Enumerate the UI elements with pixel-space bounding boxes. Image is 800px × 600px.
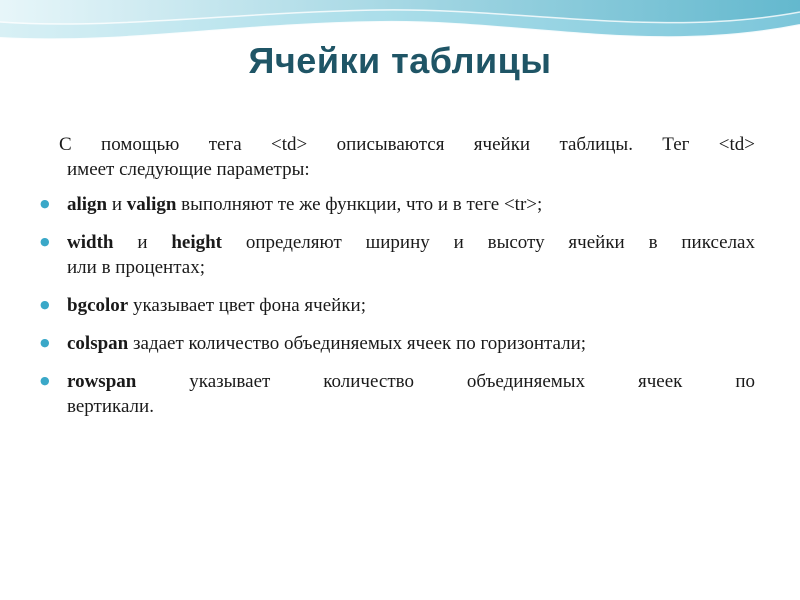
term-height: height <box>171 232 223 253</box>
term-align: align <box>67 194 108 215</box>
bullet-dot-icon: ● <box>40 336 50 349</box>
intro-line-1: С помощью тега <td> описываются ячейки таблицы. Тег <td> <box>59 134 755 155</box>
intro-paragraph <box>40 132 755 182</box>
connector: и <box>107 194 127 215</box>
description: указывает количество объединяемых ячеек по <box>136 371 755 392</box>
parameter-list <box>40 192 755 419</box>
description: указывает цвет фона ячейки; <box>128 295 367 316</box>
term-width: width <box>67 232 114 253</box>
term-rowspan: rowspan <box>67 371 137 392</box>
bullet-dot-icon: ● <box>40 235 50 248</box>
bullet-dot-icon: ● <box>40 197 50 210</box>
term-valign: valign <box>126 194 177 215</box>
list-item-rowspan <box>40 369 755 419</box>
bullet-dot-icon: ● <box>40 298 50 311</box>
description: задает количество объединяемых ячеек по горизонтали; <box>128 333 587 354</box>
list-item-align <box>40 192 755 217</box>
term-bgcolor: bgcolor <box>67 295 129 316</box>
bullet-dot-icon: ● <box>40 374 50 387</box>
description: определяют ширину и высоту ячейки в пикселах <box>222 232 755 253</box>
intro-line-2: имеет следующие параметры: <box>67 159 310 180</box>
description-cont: или в процентах; <box>67 257 205 278</box>
description-cont: вертикали. <box>67 396 154 417</box>
bullet-line-1 <box>67 369 755 394</box>
connector: и <box>113 232 172 253</box>
description: выполняют те же функции, что и в теге <tr>; <box>176 194 543 215</box>
list-item-width <box>40 230 755 280</box>
slide-body <box>40 132 755 432</box>
bullet-line-1 <box>67 230 755 255</box>
list-item-bgcolor <box>40 293 755 318</box>
term-colspan: colspan <box>67 333 129 354</box>
slide-title: Ячейки таблицы <box>248 40 552 81</box>
list-item-colspan <box>40 331 755 356</box>
